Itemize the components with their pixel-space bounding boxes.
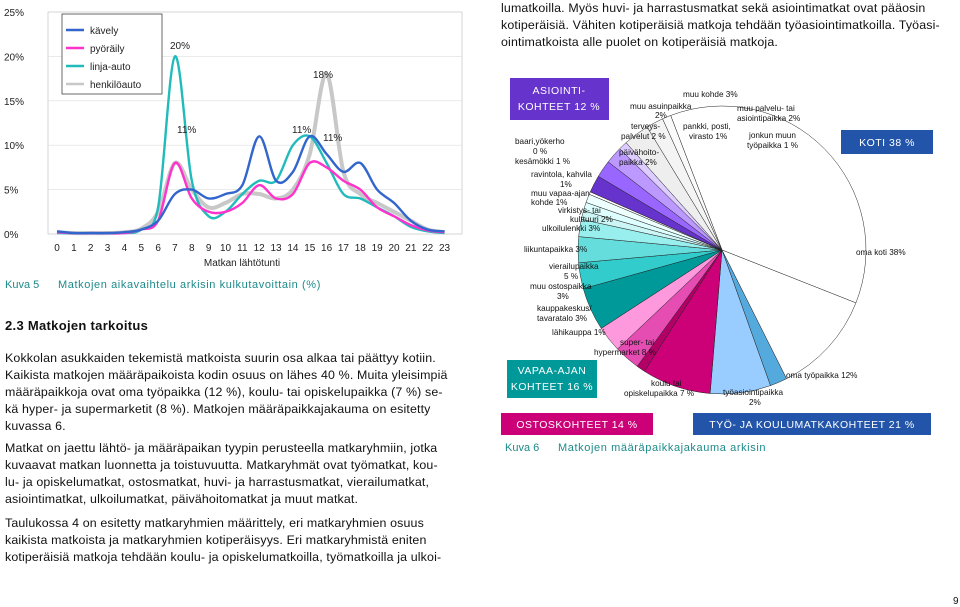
paragraph-line: Taulukossa 4 on esitetty matkaryhmien määrittely, eri matkaryhmien osuus bbox=[5, 516, 424, 530]
paragraph-3 bbox=[5, 515, 475, 566]
x-tick-label: 15 bbox=[304, 243, 316, 254]
paragraph-line: lu- ja opiskelumatkat, ostosmatkat, huvi- ja harrastusmatkat, vierailumatkat, bbox=[5, 475, 430, 489]
legend-label-henkiloauto: henkilöauto bbox=[90, 80, 142, 91]
paragraph-1 bbox=[5, 350, 465, 435]
x-tick-label: 20 bbox=[388, 243, 400, 254]
y-tick-label: 0% bbox=[4, 230, 19, 241]
figure-6-caption: Matkojen määräpaikkajakauma arkisin bbox=[558, 442, 767, 454]
pie-label-baari: 0 % bbox=[533, 147, 548, 156]
group-box-vapaa-ajan bbox=[507, 360, 597, 398]
y-tick-label: 5% bbox=[4, 185, 19, 197]
pie-label-kauppakeskus: tavaratalo 3% bbox=[537, 314, 588, 323]
x-tick-label: 0 bbox=[54, 243, 60, 254]
pie-label-lahikauppa: lähikauppa 1% bbox=[552, 328, 606, 337]
pie-label-muuvapaa: muu vapaa-ajan bbox=[531, 189, 590, 198]
right-paragraph bbox=[501, 0, 960, 51]
paragraph-line: kä hyper- ja supermarketit (8 %). Matkojen määräpaikkajakauma on esitetty bbox=[5, 402, 431, 416]
paragraph-line: kuvassa 6. bbox=[5, 419, 66, 433]
pie-label-muu-palvelu: asiointipaikka 2% bbox=[737, 114, 801, 123]
group-box-asiointi bbox=[510, 78, 609, 120]
x-tick-label: 12 bbox=[253, 243, 265, 254]
legend-label-pyoraily: pyöräily bbox=[90, 44, 125, 55]
annotation-20: 20% bbox=[170, 41, 191, 52]
x-tick-label: 21 bbox=[405, 243, 417, 254]
x-tick-label: 3 bbox=[104, 243, 111, 254]
paragraph-2 bbox=[5, 440, 465, 508]
pie-label-baari: baari,yökerho bbox=[515, 137, 565, 146]
x-tick-label: 14 bbox=[287, 243, 299, 254]
pie-label-virkistys: virkistys- tai bbox=[558, 206, 601, 215]
group-label-ostos: OSTOSKOHTEET 14 % bbox=[516, 419, 638, 431]
x-tick-label: 6 bbox=[155, 243, 161, 254]
pie-label-super: super- tai bbox=[620, 338, 655, 347]
pie-label-ravintola: ravintola, kahvila bbox=[531, 170, 592, 179]
pie-label-vierailu: 5 % bbox=[564, 272, 579, 281]
figure-5-caption: Matkojen aikavaihtelu arkisin kulkutavoittain (%) bbox=[58, 279, 321, 291]
pie-label-pankki: virasto 1% bbox=[689, 132, 728, 141]
page-number: 9 bbox=[953, 596, 959, 607]
pie-label-ravintola: 1% bbox=[560, 180, 572, 189]
pie-label-muu-asuin: muu asuinpaikka bbox=[630, 102, 692, 111]
pie-label-koulu: opiskelupaikka 7 % bbox=[624, 389, 695, 398]
group-box-ostos bbox=[501, 413, 653, 435]
x-tick-label: 13 bbox=[270, 243, 282, 254]
destination-pie-chart bbox=[497, 70, 960, 460]
pie-label-pankki: pankki, posti, bbox=[683, 122, 731, 131]
pie-label-liikunta: liikuntapaikka 3% bbox=[524, 245, 588, 254]
y-tick-label: 10% bbox=[4, 141, 25, 153]
pie-label-muu-asuin: 2% bbox=[655, 111, 667, 120]
pie-label-super: hypermarket 8 % bbox=[594, 348, 656, 357]
x-tick-label: 22 bbox=[422, 243, 434, 254]
paragraph-line: kotiperäisiä matkoja tehdään koulu- ja opiskelumatkoilla, työmatkoilla ja ulkoi- bbox=[5, 550, 442, 564]
y-tick-label: 20% bbox=[4, 52, 25, 64]
annotation-11-b: 11% bbox=[292, 125, 312, 136]
pie-label-vierailu: vierailupaikka bbox=[549, 262, 599, 271]
pie-label-muu-ostos: muu ostospaikka bbox=[530, 282, 592, 291]
x-tick-label: 11 bbox=[237, 243, 248, 254]
legend-label-linja-auto: linja-auto bbox=[90, 62, 131, 73]
pie-label-terveys: palvelut 2 % bbox=[621, 132, 666, 141]
pie-label-muu-ostos: 3% bbox=[557, 292, 569, 301]
time-of-day-line-chart bbox=[0, 0, 470, 300]
paragraph-line: määräpaikkoja ovat oma työpaikka (12 %), koulu- tai opiskelupaikka (7 %) se- bbox=[5, 385, 443, 399]
paragraph-line: kuvaavat matkan luonnetta ja toistuvuutta. Matkaryhmät ovat työmatkat, kou- bbox=[5, 458, 438, 472]
x-tick-label: 2 bbox=[87, 243, 94, 254]
x-tick-label: 19 bbox=[371, 243, 383, 254]
paragraph-line: Matkat on jaettu lähtö- ja määräpaikan tyypin perusteella matkaryhmiin, jotka bbox=[5, 441, 438, 455]
pie-label-paivahoito: paikka 2% bbox=[619, 158, 657, 167]
x-tick-label: 8 bbox=[189, 243, 195, 254]
paragraph-line: kaikista matkoista ja matkaryhmien kotiperäisyys. Eri matkaryhmistä eniten bbox=[5, 533, 427, 547]
pie-label-kauppakeskus: kauppakeskus/ bbox=[537, 304, 592, 313]
group-label-asiointi-1: ASIOINTI- bbox=[532, 85, 586, 97]
x-tick-label: 9 bbox=[205, 243, 212, 254]
legend-box bbox=[62, 14, 162, 94]
group-box-koti bbox=[841, 130, 933, 154]
x-tick-label: 18 bbox=[354, 243, 366, 254]
pie-label-oma-koti: oma koti 38% bbox=[856, 248, 906, 257]
pie-label-kesamokki: kesämökki 1 % bbox=[515, 157, 571, 166]
x-tick-label: 17 bbox=[337, 243, 350, 254]
pie-label-muuvapaa: kohde 1% bbox=[531, 198, 568, 207]
x-tick-label: 10 bbox=[219, 243, 232, 254]
group-label-tyo: TYÖ- JA KOULUMATKAKOHTEET 21 % bbox=[709, 419, 915, 431]
x-tick-label: 4 bbox=[121, 243, 128, 254]
paragraph-line: asiointimatkat, ulkoilumatkat, päivähoitomatkat ja muut matkat. bbox=[5, 492, 359, 506]
x-tick-label: 1 bbox=[71, 243, 77, 254]
series-line-0 bbox=[57, 136, 445, 233]
paragraph-line: ointimatkoista alle puolet on kotiperäisiä matkoja. bbox=[501, 35, 778, 49]
pie-label-koulu: koulu tai bbox=[651, 379, 682, 388]
group-label-asiointi-2: KOHTEET 12 % bbox=[517, 101, 601, 113]
group-label-vapaa-2: KOHTEET 16 % bbox=[510, 381, 594, 393]
pie-label-muu-kohde: muu kohde 3% bbox=[683, 90, 738, 99]
pie-label-tyoasiointi: työasiointipaikka bbox=[723, 388, 784, 397]
group-label-koti: KOTI 38 % bbox=[859, 137, 915, 149]
group-box-tyo bbox=[693, 413, 931, 435]
x-tick-label: 7 bbox=[172, 243, 178, 254]
paragraph-line: kotiperäisiä. Vähiten kotiperäisiä matkoja tehdään työasiointimatkoilla. Työasi- bbox=[501, 18, 940, 32]
section-heading: 2.3 Matkojen tarkoitus bbox=[5, 318, 149, 333]
pie-label-jonkun: työpaikka 1 % bbox=[747, 141, 798, 150]
group-label-vapaa-1: VAPAA-AJAN bbox=[517, 365, 587, 377]
pie-label-terveys: terveys- bbox=[631, 122, 661, 131]
pie-label-virkistys: kulttuuri 2% bbox=[570, 215, 613, 224]
annotation-11-c: 11% bbox=[323, 133, 343, 144]
pie-label-tyoasiointi: 2% bbox=[749, 398, 761, 407]
legend-label-kavely: kävely bbox=[90, 26, 119, 37]
pie-label-jonkun: jonkun muun bbox=[749, 131, 796, 140]
pie-label-ulkoilu: ulkoilulenkki 3% bbox=[542, 224, 601, 233]
paragraph-line: lumatkoilla. Myös huvi- ja harrastusmatkat sekä asiointimatkat ovat pääosin bbox=[501, 1, 926, 15]
pie-label-oma-tyo: oma työpaikka 12% bbox=[786, 371, 858, 380]
annotation-18: 18% bbox=[313, 70, 334, 81]
figure-6-number: Kuva 6 bbox=[505, 442, 540, 454]
pie-label-muu-palvelu: muu palvelu- tai bbox=[737, 104, 795, 113]
pie-label-paivahoito: päivähoito- bbox=[619, 148, 660, 157]
y-tick-label: 25% bbox=[4, 8, 25, 19]
paragraph-line: Kaikista matkojen määräpaikoista kodin osuus on lähes 40 %. Muita yleisimpiä bbox=[5, 368, 448, 382]
annotation-11-a: 11% bbox=[177, 125, 197, 136]
figure-5-number: Kuva 5 bbox=[5, 279, 40, 291]
paragraph-line: Kokkolan asukkaiden tekemistä matkoista suurin osa alkaa tai päättyy kotiin. bbox=[5, 351, 436, 365]
x-axis-label: Matkan lähtötunti bbox=[203, 258, 281, 269]
y-tick-label: 15% bbox=[4, 96, 25, 108]
x-tick-label: 23 bbox=[438, 243, 451, 254]
x-tick-label: 5 bbox=[138, 243, 145, 254]
x-tick-label: 16 bbox=[321, 243, 333, 254]
